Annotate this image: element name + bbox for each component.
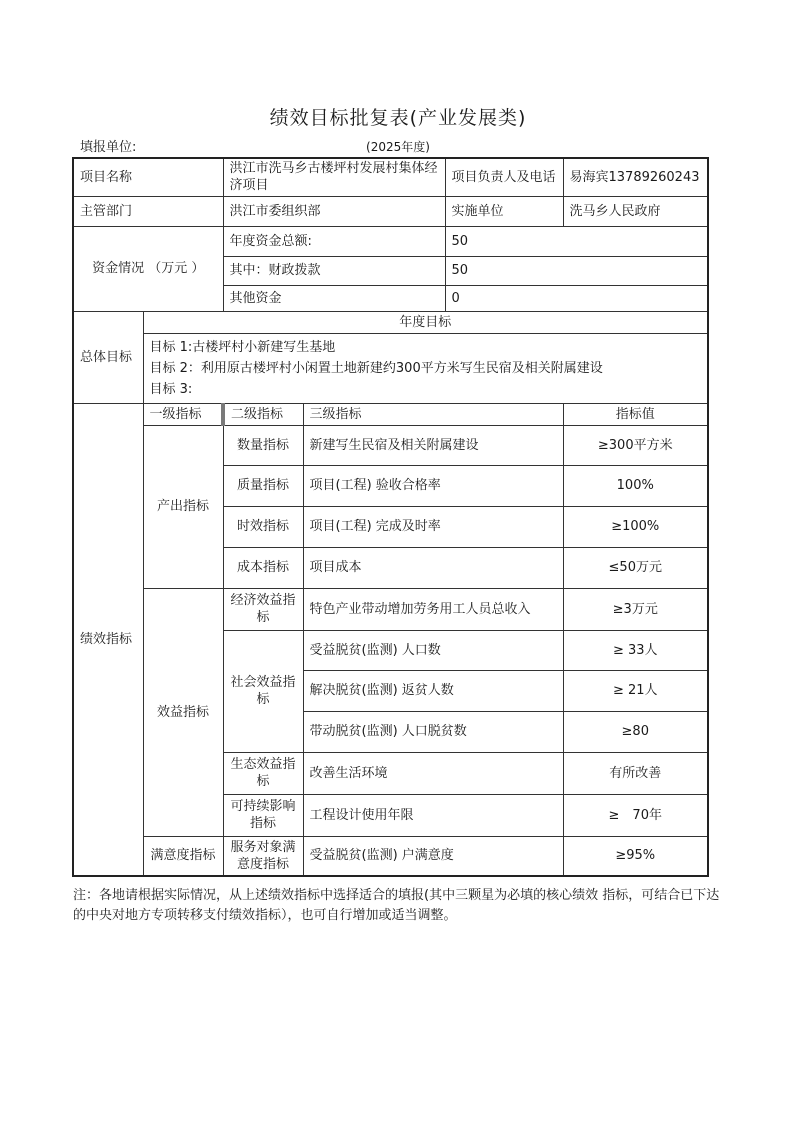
eco-item: 改善生活环境	[303, 752, 563, 794]
header-level1: 一级指标	[143, 403, 223, 425]
header-level2: 二级指标	[223, 403, 303, 425]
indicators-label: 绩效指标	[73, 403, 143, 876]
funds-fiscal-label: 其中：财政拨款	[223, 256, 445, 285]
table-row	[73, 425, 708, 465]
table-row	[73, 333, 708, 403]
page-title: 绩效目标批复表(产业发展类)	[269, 107, 527, 129]
leader-value: 易海宾13789260243	[563, 158, 708, 196]
social-item-1: 受益脱贫(监测) 人口数	[303, 630, 563, 670]
quantity-item: 新建写生民宿及相关附属建设	[303, 425, 563, 465]
sustain-item: 工程设计使用年限	[303, 794, 563, 836]
econ-item: 特色产业带动增加劳务用工人员总收入	[303, 588, 563, 630]
quality-item: 项目(工程) 验收合格率	[303, 465, 563, 506]
table-row	[73, 158, 708, 196]
econ-value: ≥3万元	[563, 588, 708, 630]
eco-value: 有所改善	[563, 752, 708, 794]
overall-label: 总体目标	[73, 311, 143, 403]
approval-table	[72, 157, 709, 877]
table-row	[73, 836, 708, 876]
eco-label: 生态效益指标	[223, 752, 303, 794]
social-item-3: 带动脱贫(监测) 人口脱贫数	[303, 711, 563, 752]
quality-value: 100%	[563, 465, 708, 506]
table-row	[73, 196, 708, 226]
sustain-label: 可持续影响指标	[223, 794, 303, 836]
social-value-1: ≥ 33人	[563, 630, 708, 670]
social-value-2: ≥ 21人	[563, 670, 708, 711]
funds-fiscal: 50	[445, 256, 708, 285]
social-label: 社会效益指标	[223, 630, 303, 752]
output-label: 产出指标	[143, 425, 223, 588]
funds-other-label: 其他资金	[223, 285, 445, 311]
project-name-label: 项目名称	[73, 158, 223, 196]
dept-value: 洪江市委组织部	[223, 196, 445, 226]
time-label: 时效指标	[223, 506, 303, 547]
impl-label: 实施单位	[445, 196, 563, 226]
dept-label: 主管部门	[73, 196, 223, 226]
year-label: (2025年度)	[366, 140, 430, 154]
goal-1: 目标 1:古楼坪村小新建写生基地	[149, 339, 336, 355]
sustain-value: ≥ 70年	[563, 794, 708, 836]
cost-item: 项目成本	[303, 547, 563, 588]
fill-unit-label: 填报单位:	[80, 140, 137, 155]
benefit-label: 效益指标	[143, 588, 223, 836]
impl-value: 洗马乡人民政府	[563, 196, 708, 226]
annual-goal-header: 年度目标	[143, 311, 708, 333]
header-value: 指标值	[563, 403, 708, 425]
social-item-2: 解决脱贫(监测) 返贫人数	[303, 670, 563, 711]
goal-2: 目标 2：利用原古楼坪村小闲置土地新建约300平方米写生民宿及相关附属建设	[149, 360, 603, 376]
quantity-value: ≥300平方米	[563, 425, 708, 465]
satisfaction-sub-label: 服务对象满意度指标	[223, 836, 303, 876]
funds-other: 0	[445, 285, 708, 311]
table-row	[73, 311, 708, 333]
time-value: ≥100%	[563, 506, 708, 547]
funds-label: 资金情况 （万元 ）	[73, 226, 223, 311]
project-name: 洪江市洗马乡古楼坪村发展村集体经济项目	[223, 158, 445, 196]
econ-label: 经济效益指标	[223, 588, 303, 630]
funds-total-label: 年度资金总额:	[223, 226, 445, 256]
goals-cell	[143, 333, 708, 403]
table-row	[73, 226, 708, 256]
quantity-label: 数量指标	[223, 425, 303, 465]
footnote: 注：各地请根据实际情况，从上述绩效指标中选择适合的填报(其中三颗星为必填的核心绩效 指标，可结合已下达的中央对地方专项转移支付绩效指标），也可自行增加或适当调整。	[73, 888, 720, 923]
time-item: 项目(工程) 完成及时率	[303, 506, 563, 547]
satisfaction-item: 受益脱贫(监测) 户满意度	[303, 836, 563, 876]
leader-label: 项目负责人及电话	[445, 158, 563, 196]
social-value-3: ≥80	[563, 711, 708, 752]
cost-label: 成本指标	[223, 547, 303, 588]
quality-label: 质量指标	[223, 465, 303, 506]
goal-3: 目标 3:	[149, 381, 193, 397]
satisfaction-value: ≥95%	[563, 836, 708, 876]
funds-total: 50	[445, 226, 708, 256]
satisfaction-label: 满意度指标	[143, 836, 223, 876]
cost-value: ≤50万元	[563, 547, 708, 588]
header-level3: 三级指标	[303, 403, 563, 425]
table-row	[73, 588, 708, 630]
table-row	[73, 403, 708, 425]
